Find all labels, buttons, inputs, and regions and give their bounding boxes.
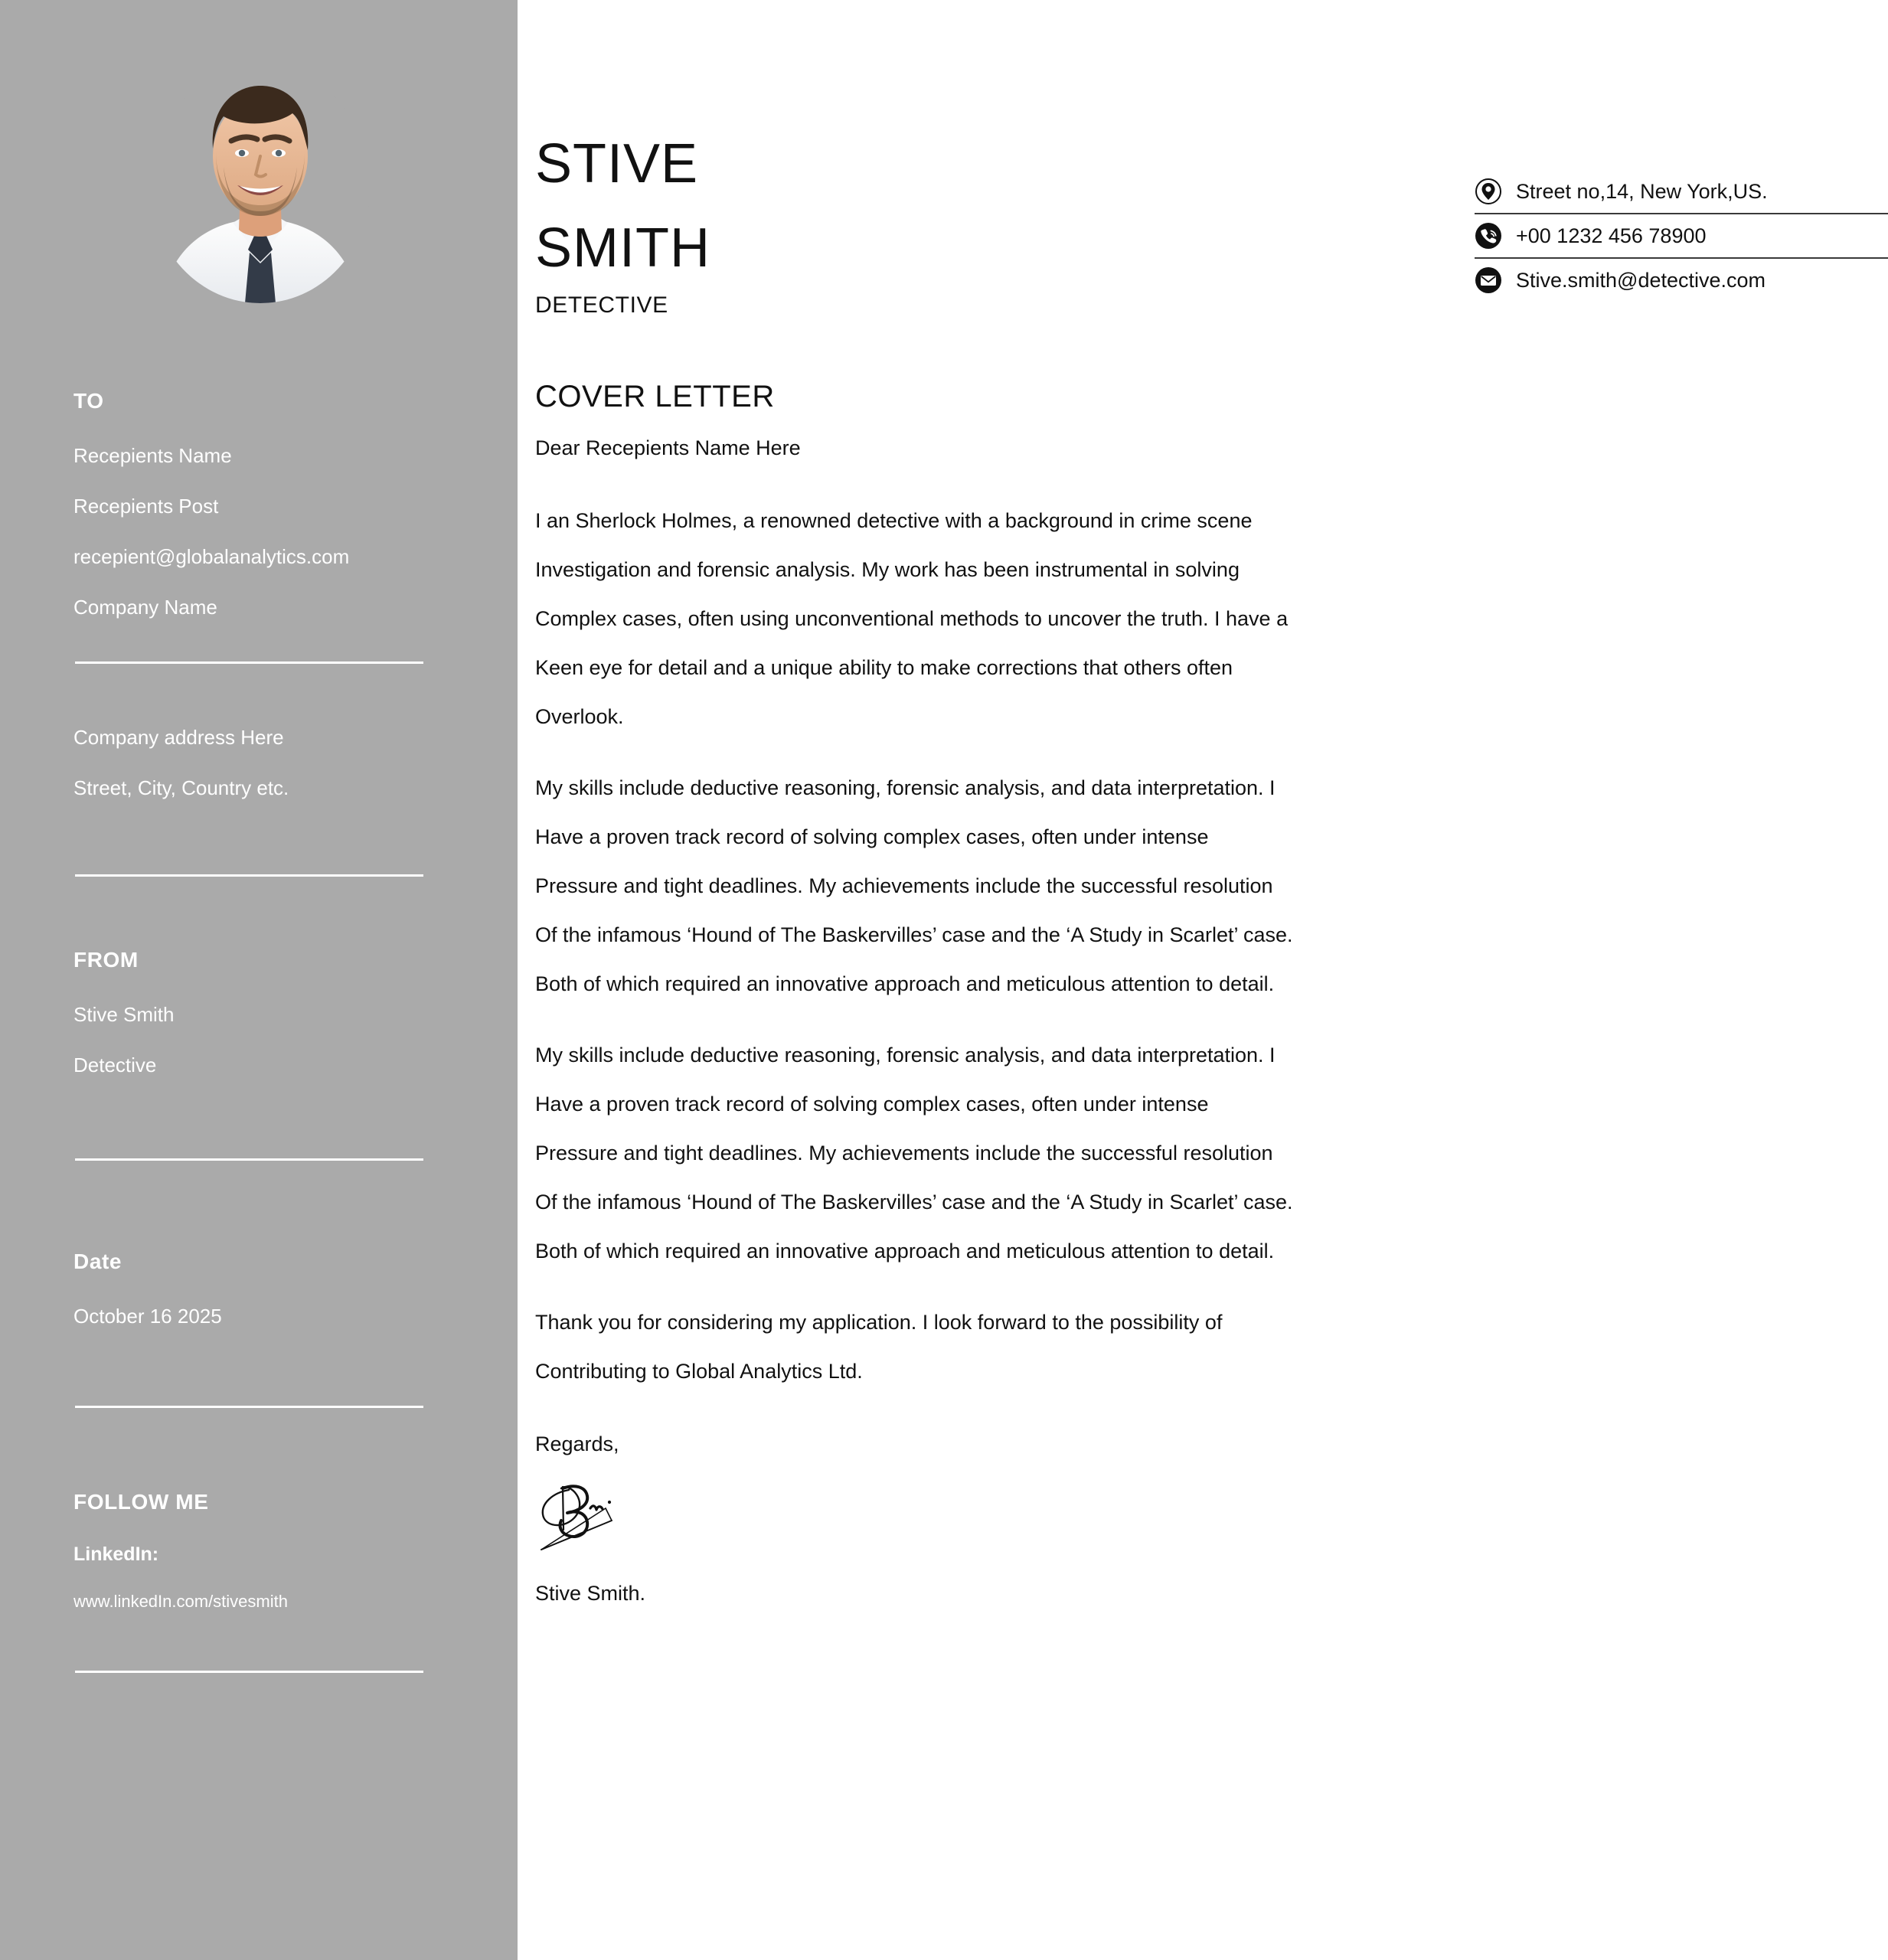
company-address-section: [73, 727, 472, 798]
location-pin-icon: [1475, 178, 1502, 205]
paragraph-1-line-4: Keen eye for detail and a unique ability to make corrections that others often: [535, 656, 1233, 679]
page-title: COVER LETTER: [535, 380, 775, 413]
to-section: [73, 389, 472, 617]
sidebar-divider-3: [75, 1158, 423, 1161]
date-heading: Date: [73, 1250, 122, 1273]
job-title: DETECTIVE: [535, 292, 668, 318]
paragraph-3-line-4: Of the infamous ‘Hound of The Baskervilles’ case and the ‘A Study in Scarlet’ case.: [535, 1191, 1293, 1214]
paragraph-3: [535, 1045, 1347, 1262]
avatar: [150, 66, 371, 303]
paragraph-1-line-5: Overlook.: [535, 705, 624, 728]
closing-paragraph: [535, 1312, 1347, 1382]
follow-me-heading: FOLLOW ME: [73, 1490, 209, 1514]
company-address-line-2: Street, City, Country etc.: [73, 776, 289, 799]
follow-me-section: [73, 1490, 472, 1610]
sidebar: [0, 0, 518, 1960]
name-block: [535, 133, 903, 318]
main-content: [518, 0, 1768, 1960]
portrait-photo: [150, 66, 371, 303]
contact-list: [1475, 170, 1888, 302]
from-title: Detective: [73, 1054, 157, 1076]
date-section: [73, 1250, 472, 1326]
contact-address-text: Street no,14, New York,US.: [1516, 179, 1768, 203]
paragraph-3-line-1: My skills include deductive reasoning, forensic analysis, and data interpretation. I: [535, 1044, 1276, 1067]
phone-icon: [1475, 222, 1502, 250]
paragraph-3-line-5: Both of which required an innovative approach and meticulous attention to detail.: [535, 1240, 1275, 1263]
company-address-line-1: Company address Here: [73, 726, 284, 749]
paragraph-2: [535, 778, 1347, 995]
to-company-name: Company Name: [73, 596, 217, 619]
salutation: Dear Recepients Name Here: [535, 436, 801, 459]
contact-address-row[interactable]: [1475, 170, 1888, 213]
paragraph-3-line-2: Have a proven track record of solving complex cases, often under intense: [535, 1093, 1209, 1116]
from-name: Stive Smith: [73, 1003, 175, 1026]
sidebar-divider-1: [75, 662, 423, 664]
to-recipient-email[interactable]: recepient@globalanalytics.com: [73, 545, 350, 568]
paragraph-2-line-3: Pressure and tight deadlines. My achievements include the successful resolution: [535, 874, 1273, 897]
last-name: SMITH: [535, 217, 710, 279]
paragraph-3-line-3: Pressure and tight deadlines. My achievements include the successful resolution: [535, 1142, 1273, 1165]
from-heading: FROM: [73, 948, 139, 972]
to-recipient-name: Recepients Name: [73, 444, 232, 467]
paragraph-2-line-5: Both of which required an innovative approach and meticulous attention to detail.: [535, 972, 1275, 995]
paragraph-1-line-1: I an Sherlock Holmes, a renowned detective with a background in crime scene: [535, 509, 1253, 532]
paragraph-2-line-1: My skills include deductive reasoning, forensic analysis, and data interpretation. I: [535, 776, 1276, 799]
signature-name: Stive Smith.: [535, 1582, 646, 1605]
linkedin-label: LinkedIn:: [73, 1544, 159, 1565]
contact-phone-text: +00 1232 456 78900: [1516, 224, 1707, 247]
email-icon: [1475, 266, 1502, 294]
to-heading: TO: [73, 389, 104, 413]
sidebar-divider-4: [75, 1406, 423, 1408]
sidebar-divider-5: [75, 1671, 423, 1673]
sidebar-divider-2: [75, 874, 423, 877]
regards: Regards,: [535, 1432, 619, 1455]
to-recipient-post: Recepients Post: [73, 495, 219, 518]
contact-email-row[interactable]: [1475, 257, 1888, 302]
paragraph-2-line-4: Of the infamous ‘Hound of The Baskervilles’ case and the ‘A Study in Scarlet’ case.: [535, 923, 1293, 946]
from-section: [73, 948, 472, 1075]
closing-line-2: Contributing to Global Analytics Ltd.: [535, 1360, 863, 1383]
linkedin-url[interactable]: www.linkedIn.com/stivesmith: [73, 1592, 288, 1611]
paragraph-1-line-3: Complex cases, often using unconventional methods to uncover the truth. I have a: [535, 607, 1289, 630]
paragraph-2-line-2: Have a proven track record of solving complex cases, often under intense: [535, 825, 1209, 848]
contact-phone-row[interactable]: [1475, 213, 1888, 257]
handwritten-signature: [535, 1473, 696, 1565]
first-name: STIVE: [535, 133, 699, 194]
contact-email-text: Stive.smith@detective.com: [1516, 268, 1766, 292]
date-value: October 16 2025: [73, 1305, 222, 1328]
letter-body: [535, 381, 1347, 1606]
paragraph-1-line-2: Investigation and forensic analysis. My work has been instrumental in solving: [535, 558, 1240, 581]
closing-line-1: Thank you for considering my application. I look forward to the possibility of: [535, 1311, 1223, 1334]
paragraph-1: [535, 511, 1347, 727]
